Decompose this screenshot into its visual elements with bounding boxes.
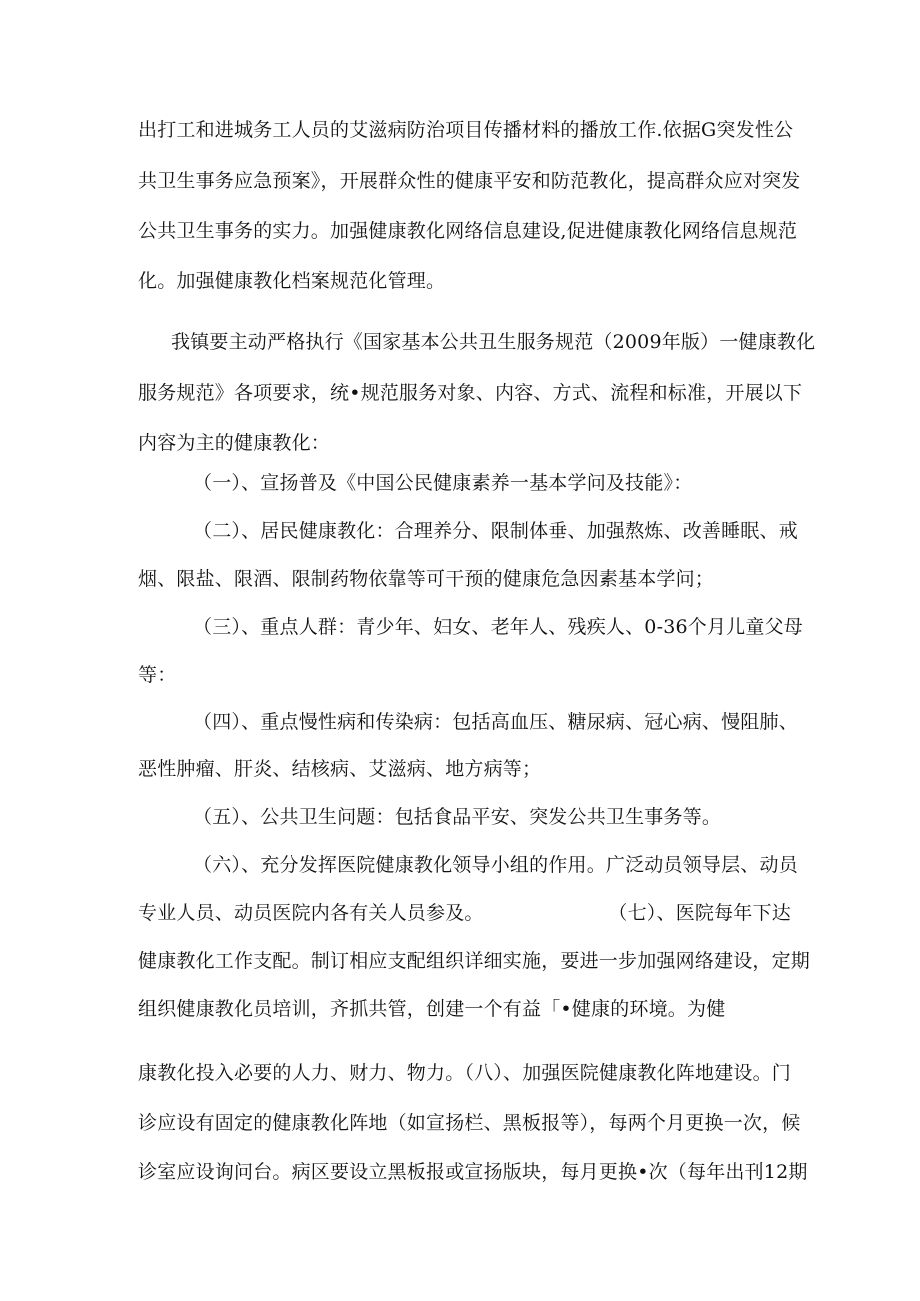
text-line: 恶性肿瘤、肝炎、结核病、艾滋病、地方病等； [138, 758, 542, 780]
text-line: 内容为主的健康教化： [138, 432, 331, 454]
text-line: （三）、重点人群：青少年、妇女、老年人、残疾人、0-36个月儿童父母 [193, 616, 803, 638]
text-line: 诊应设有固定的健康教化阵地（如宣扬栏、黑板报等），每两个月更换一次，候 [138, 1112, 801, 1134]
text-line: （五）、公共卫生问题：包括食品平安、突发公共卫生事务等。 [193, 806, 722, 828]
text-line: 化。加强健康教化档案规范化管理。 [138, 270, 446, 292]
text-line: 诊室应设询问台。病区要设立黑板报或宣扬版块，每月更换•次（每年出刊12期 [138, 1161, 808, 1183]
text-line: （四）、重点慢性病和传染病：包括高血压、糖尿病、冠心病、慢阻肺、 [193, 711, 798, 733]
text-line: 出打工和进城务工人员的艾滋病防治项目传播材料的播放工作.依据G突发性公 [138, 119, 794, 141]
text-line: 公共卫生事务的实力。加强健康教化网络信息建设,促进健康教化网络信息规范 [138, 220, 798, 242]
text-line: （一）、宣扬普及《中国公民健康素养一基本学问及技能》： [193, 472, 693, 494]
text-line: 服务规范》各项要求，统•规范服务对象、内容、方式、流程和标准，开展以下 [138, 382, 803, 404]
text-line: 健康教化工作支配。制订相应支配组织详细实施，要进一步加强网络建设，定期 [138, 950, 811, 972]
text-line: 组织健康教化员培训，齐抓共管，创建一个有益「•健康的环境。为健 [138, 998, 726, 1020]
text-line: 我镇要主动严格执行《国家基本公共丑生服务规范（2009年版）一健康教化 [171, 331, 816, 353]
text-line: 康教化投入必要的人力、财力、物力。（八）、加强医院健康教化阵地建设。门 [138, 1062, 792, 1084]
text-line: 等： [138, 664, 177, 686]
text-line: 共卫生事务应急预案》，开展群众性的健康平安和防范教化，提高群众应对突发 [138, 170, 801, 192]
text-line: （二）、居民健康教化：合理养分、限制体垂、加强熬炼、改善睡眠、戒 [193, 520, 798, 542]
text-line: （六）、充分发挥医院健康教化领导小组的作用。广泛动员领导层、动员 [193, 854, 798, 876]
text-line: 烟、限盐、限酒、限制药物依靠等可干预的健康危急因素基本学问； [138, 568, 715, 590]
text-line: 专业人员、动员医院内各有关人员参及。 （七）、医院每年下达 [138, 902, 791, 924]
